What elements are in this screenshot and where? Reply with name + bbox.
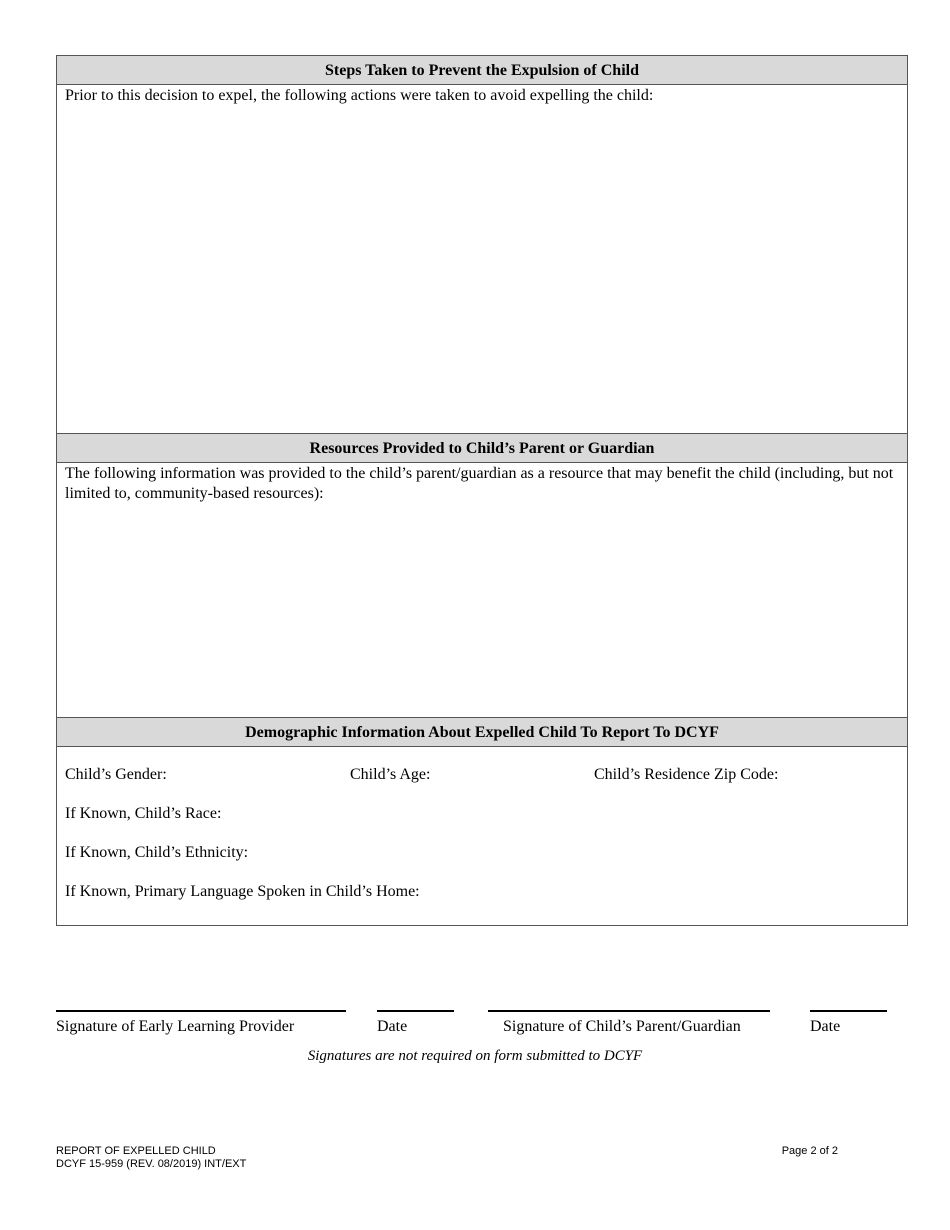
steps-section-body[interactable] [57, 85, 907, 433]
zip-code-label: Child’s Residence Zip Code: [594, 766, 779, 783]
resources-section-header: Resources Provided to Child’s Parent or Guardian [57, 433, 907, 463]
language-label: If Known, Primary Language Spoken in Child’s Home: [65, 883, 420, 900]
demographics-row-basic [65, 765, 899, 804]
demographics-row-race [65, 804, 899, 843]
resources-section-body[interactable] [57, 463, 907, 717]
demographics-section-header: Demographic Information About Expelled Child To Report To DCYF [57, 717, 907, 747]
provider-date-label: Date [377, 1018, 408, 1035]
page-footer [56, 1145, 846, 1171]
parent-date-line[interactable] [810, 1010, 887, 1012]
form-number: DCYF 15-959 (REV. 08/2019) INT/EXT [56, 1158, 247, 1170]
steps-prompt: Prior to this decision to expel, the following actions were taken to avoid expelling the child: [65, 87, 654, 104]
race-label: If Known, Child’s Race: [65, 805, 222, 822]
parent-date-label: Date [810, 1018, 841, 1035]
parent-signature-label: Signature of Child’s Parent/Guardian [503, 1018, 741, 1035]
expulsion-form-table [56, 55, 908, 926]
gender-label: Child’s Gender: [65, 766, 167, 783]
provider-date-line[interactable] [377, 1010, 454, 1012]
demographics-row-language [65, 882, 899, 921]
page-number: Page 2 of 2 [781, 1145, 838, 1157]
demographics-row-ethnicity [65, 843, 899, 882]
ethnicity-label: If Known, Child’s Ethnicity: [65, 844, 249, 861]
age-label: Child’s Age: [350, 766, 431, 783]
provider-signature-label: Signature of Early Learning Provider [56, 1018, 295, 1035]
form-title: REPORT OF EXPELLED CHILD [56, 1145, 216, 1157]
parent-signature-line[interactable] [488, 1010, 770, 1012]
demographics-section-body [57, 747, 907, 925]
signature-note: Signatures are not required on form submitted to DCYF [307, 1048, 643, 1064]
steps-section-header: Steps Taken to Prevent the Expulsion of Child [57, 56, 907, 85]
provider-signature-line[interactable] [56, 1010, 346, 1012]
resources-prompt: The following information was provided to the child’s parent/guardian as a resource that may benefit the child (including, but not limited to, community-based resources): [65, 465, 894, 502]
